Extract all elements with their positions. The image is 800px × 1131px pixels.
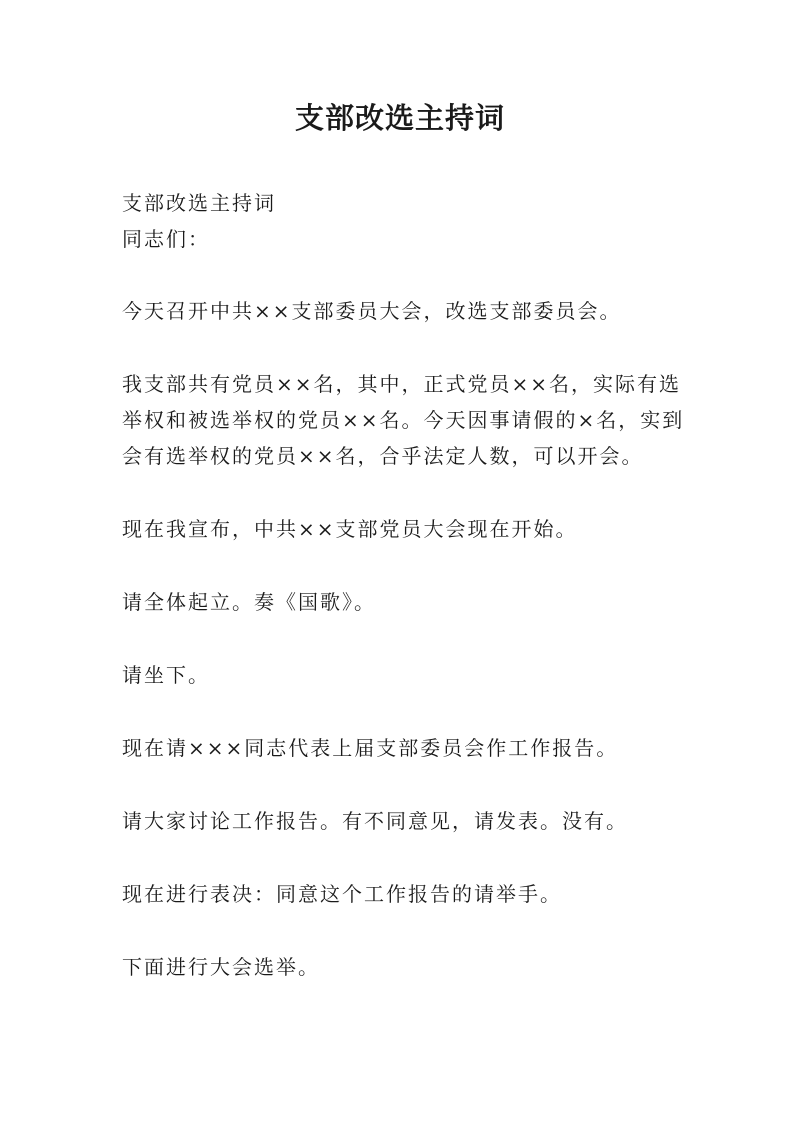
document-subtitle: 支部改选主持词 — [122, 191, 276, 215]
document-title: 支部改选主持词 — [294, 101, 505, 135]
paragraph-vote: 现在进行表决：同意这个工作报告的请举手。 — [122, 882, 562, 906]
paragraph-anthem: 请全体起立。奏《国歌》。 — [122, 590, 376, 614]
document-body — [122, 185, 688, 985]
paragraph-sit-down: 请坐下。 — [122, 663, 210, 687]
paragraph-discussion: 请大家讨论工作报告。有不同意见，请发表。没有。 — [122, 809, 628, 833]
paragraph-opening: 今天召开中共××支部委员大会，改选支部委员会。 — [122, 299, 622, 323]
paragraph-announce-start: 现在我宣布，中共××支部党员大会现在开始。 — [122, 517, 578, 541]
paragraph-election: 下面进行大会选举。 — [122, 955, 320, 979]
paragraph-work-report: 现在请×××同志代表上届支部委员会作工作报告。 — [122, 736, 619, 760]
greeting: 同志们： — [122, 227, 210, 251]
paragraph-attendance: 我支部共有党员××名，其中，正式党员××名，实际有选举权和被选举权的党员××名。今天因事请假的×名，实到会有选举权的党员××名，合乎法定人数，可以开会。 — [122, 372, 685, 468]
